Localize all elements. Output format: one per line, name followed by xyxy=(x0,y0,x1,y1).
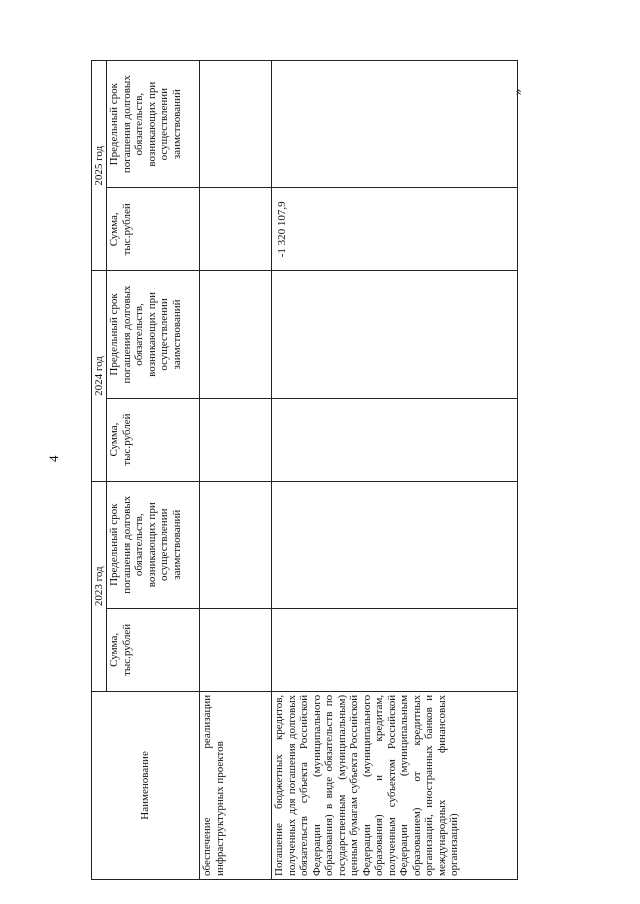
cell xyxy=(200,61,272,188)
row-name: Погашение бюджетных кредитов, полученных для погашения долговых обязательств субъекта Российской Федерации (муниципального образования) в виде обязательств по государственным (муниципальным) ценным бумагам субъекта Российской Федерации (муниципального образования) и кредитам, полученным субъектом Российской Федерации (муниципальным образованием) от кредитных организаций, иностранных банков и международных финансовых организаций) xyxy=(272,691,518,879)
amount-value: -1 320 107,9 xyxy=(272,188,518,271)
term-header: Предельный срок погашения долговых обязательств, возникающих при осуществлении заимствований xyxy=(107,271,200,398)
term-header: Предельный срок погашения долговых обязательств, возникающих при осуществлении заимствований xyxy=(107,481,200,608)
rotated-table-wrapper xyxy=(91,60,518,880)
cell xyxy=(272,398,518,481)
cell xyxy=(200,271,272,398)
cell xyxy=(200,188,272,271)
cell xyxy=(200,481,272,608)
continuation-mark: » xyxy=(509,88,525,96)
table-row xyxy=(200,61,272,880)
borrowing-table xyxy=(91,60,518,880)
cell xyxy=(272,608,518,691)
cell xyxy=(272,481,518,608)
term-header: Предельный срок погашения долговых обязательств, возникающих при осуществлении заимствований xyxy=(107,61,200,188)
table-row xyxy=(272,61,518,880)
amount-header: Сумма, тыс.рублей xyxy=(107,188,200,271)
cell xyxy=(272,271,518,398)
name-column-header: Наименование xyxy=(92,691,200,879)
year-2023-header: 2023 год xyxy=(92,481,107,691)
amount-header: Сумма, тыс.рублей xyxy=(107,608,200,691)
year-header-row xyxy=(92,61,107,880)
year-2024-header: 2024 год xyxy=(92,271,107,481)
page-number: 4 xyxy=(46,455,61,462)
cell xyxy=(200,398,272,481)
cell xyxy=(200,608,272,691)
row-name: обеспечение реализации инфраструктурных проектов xyxy=(200,691,272,879)
cell xyxy=(272,61,518,188)
amount-header: Сумма, тыс.рублей xyxy=(107,398,200,481)
year-2025-header: 2025 год xyxy=(92,61,107,271)
